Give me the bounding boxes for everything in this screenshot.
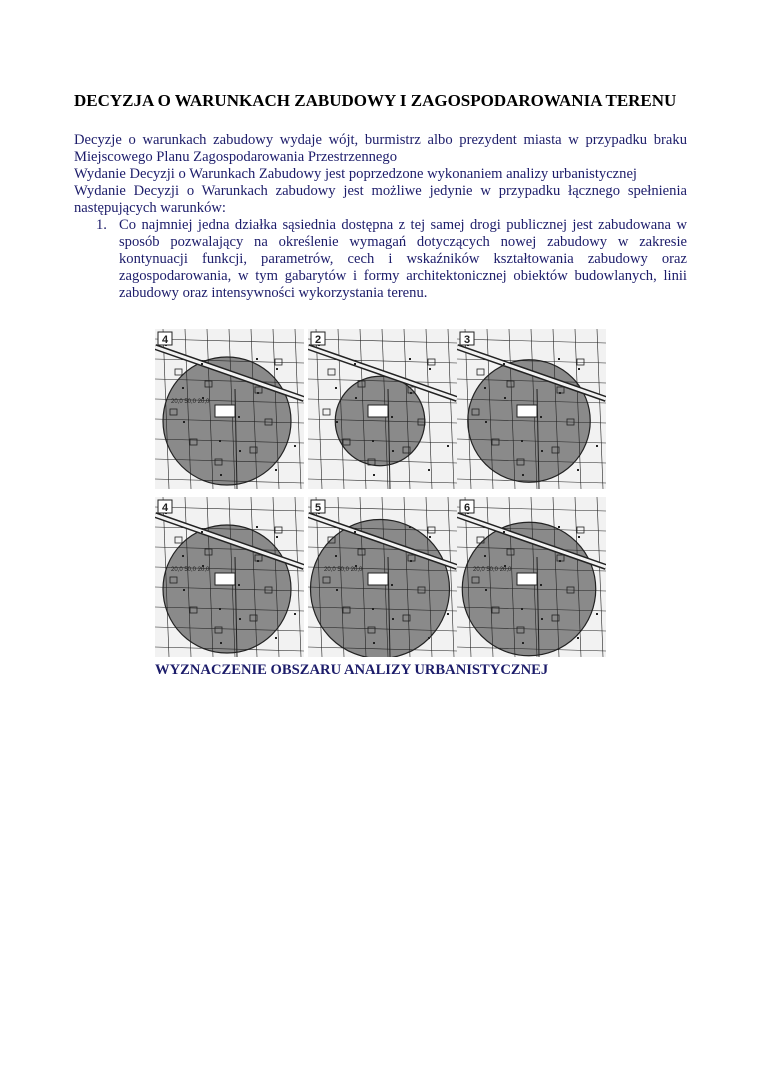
subject-plot: [215, 573, 235, 585]
figure-caption: WYZNACZENIE OBSZARU ANALIZY URBANISTYCZNEJ: [155, 662, 549, 678]
map-drawing: [457, 497, 606, 657]
parcel-marker: [504, 397, 506, 399]
figure-number: 6: [463, 502, 471, 514]
paragraph-1-line-1: Decyzje o warunkach zabudowy wydaje wójt, burmistrz albo prezydent miasta w przypadku braku: [74, 132, 687, 148]
parcel-marker: [354, 363, 356, 365]
paragraph-1-line-2: Miejscowego Planu Zagospodarowania Przestrzennego: [74, 149, 397, 165]
parcel-marker: [392, 618, 394, 620]
parcel-marker: [596, 613, 598, 615]
parcel-marker: [541, 450, 543, 452]
parcel-marker: [256, 526, 258, 528]
list-item: [74, 217, 687, 302]
parcel-marker: [540, 416, 542, 418]
parcel-marker: [275, 469, 277, 471]
parcel-marker: [521, 440, 523, 442]
parcel-marker: [182, 387, 184, 389]
parcel-marker: [276, 368, 278, 370]
figure-map-3: [457, 329, 606, 489]
figures-grid: [155, 329, 607, 659]
parcel-marker: [372, 608, 374, 610]
parcel-marker: [294, 445, 296, 447]
parcel-marker: [336, 421, 338, 423]
map-drawing: [155, 329, 304, 489]
map-drawing: [457, 329, 606, 489]
paragraphs: [74, 132, 687, 302]
parcel-marker: [521, 608, 523, 610]
parcel-marker: [392, 450, 394, 452]
parcel-marker: [256, 358, 258, 360]
paragraph-2: Wydanie Decyzji o Warunkach Zabudowy jest poprzedzone wykonaniem analizy urbanistycznej: [74, 166, 637, 182]
parcel-marker: [559, 560, 561, 562]
parcel-marker: [558, 526, 560, 528]
figure-map-1: [155, 329, 304, 489]
parcel-marker: [257, 392, 259, 394]
parcel-marker: [336, 589, 338, 591]
subject-plot: [215, 405, 235, 417]
parcel-marker: [391, 584, 393, 586]
subject-plot: [517, 573, 537, 585]
document-body: [74, 90, 687, 302]
parcel-marker: [429, 368, 431, 370]
figure-map-5: [308, 497, 457, 657]
map-drawing: [155, 497, 304, 657]
parcel-marker: [373, 642, 375, 644]
parcel-marker: [276, 536, 278, 538]
page-title: DECYZJA O WARUNKACH ZABUDOWY I ZAGOSPODAROWANIA TERENU: [74, 91, 677, 110]
figure-map-4: [155, 497, 304, 657]
parcel-marker: [183, 421, 185, 423]
list-item-number: 1.: [96, 217, 107, 233]
parcel-marker: [183, 589, 185, 591]
parcel-marker: [275, 637, 277, 639]
map-drawing: [308, 329, 457, 489]
dimension-label: 20,0 50,0 20,0: [171, 399, 210, 405]
parcel-marker: [578, 536, 580, 538]
parcel-marker: [503, 363, 505, 365]
parcel-marker: [558, 358, 560, 360]
conditions-list: [74, 217, 687, 302]
dimension-label: 20,0 50,0 20,0: [171, 567, 210, 573]
subject-plot: [517, 405, 537, 417]
parcel-marker: [335, 555, 337, 557]
parcel-marker: [447, 613, 449, 615]
parcel-marker: [182, 555, 184, 557]
figure-number: 2: [314, 334, 322, 346]
parcel-marker: [485, 589, 487, 591]
parcel-marker: [503, 531, 505, 533]
dimension-label: 20,0 50,0 20,0: [324, 567, 363, 573]
figure-map-6: [457, 497, 606, 657]
parcel-marker: [447, 445, 449, 447]
parcel-marker: [372, 440, 374, 442]
parcel-marker: [220, 474, 222, 476]
parcel-marker: [219, 608, 221, 610]
parcel-marker: [410, 560, 412, 562]
figure-number: 4: [161, 502, 169, 514]
parcel-marker: [428, 637, 430, 639]
dimension-label: 20,0 50,0 20,0: [473, 567, 512, 573]
figure-number: 3: [463, 334, 471, 346]
parcel-marker: [239, 450, 241, 452]
parcel-marker: [484, 387, 486, 389]
parcel-marker: [409, 358, 411, 360]
map-drawing: [308, 497, 457, 657]
parcel-marker: [596, 445, 598, 447]
figure-map-2: [308, 329, 457, 489]
parcel-marker: [239, 618, 241, 620]
parcel-marker: [219, 440, 221, 442]
parcel-marker: [201, 363, 203, 365]
paragraph-3: Wydanie Decyzji o Warunkach zabudowy jest możliwe jedynie w przypadku łącznego spełnienia następujących warunków:: [74, 183, 687, 216]
parcel-marker: [409, 526, 411, 528]
parcel-marker: [559, 392, 561, 394]
parcel-marker: [577, 469, 579, 471]
parcel-marker: [294, 613, 296, 615]
parcel-marker: [354, 531, 356, 533]
parcel-marker: [257, 560, 259, 562]
subject-plot: [368, 573, 388, 585]
parcel-marker: [355, 397, 357, 399]
parcel-marker: [540, 584, 542, 586]
parcel-marker: [238, 584, 240, 586]
parcel-marker: [373, 474, 375, 476]
parcel-marker: [201, 531, 203, 533]
parcel-marker: [484, 555, 486, 557]
parcel-marker: [429, 536, 431, 538]
parcel-marker: [522, 642, 524, 644]
parcel-marker: [578, 368, 580, 370]
parcel-marker: [220, 642, 222, 644]
figure-number: 5: [314, 502, 322, 514]
parcel-marker: [238, 416, 240, 418]
parcel-marker: [577, 637, 579, 639]
parcel-marker: [541, 618, 543, 620]
list-item-text: Co najmniej jedna działka sąsiednia dostępna z tej samej drogi publicznej jest zabudowana w sposób pozwalający na określenie wymagań dotyczących nowej zabudowy w zakresie kontynuacji funkcji, parametrów, cech i wskaźników kształtowania zabudowy oraz zagospodarowania, w tym gabarytów i formy architektonicznej obiektów budowlanych, linii zabudowy oraz intensywności wykorzystania terenu.: [119, 217, 687, 301]
parcel-marker: [485, 421, 487, 423]
parcel-marker: [522, 474, 524, 476]
parcel-marker: [410, 392, 412, 394]
parcel-marker: [335, 387, 337, 389]
figure-number: 4: [161, 334, 169, 346]
subject-plot: [368, 405, 388, 417]
parcel-marker: [391, 416, 393, 418]
parcel-marker: [428, 469, 430, 471]
